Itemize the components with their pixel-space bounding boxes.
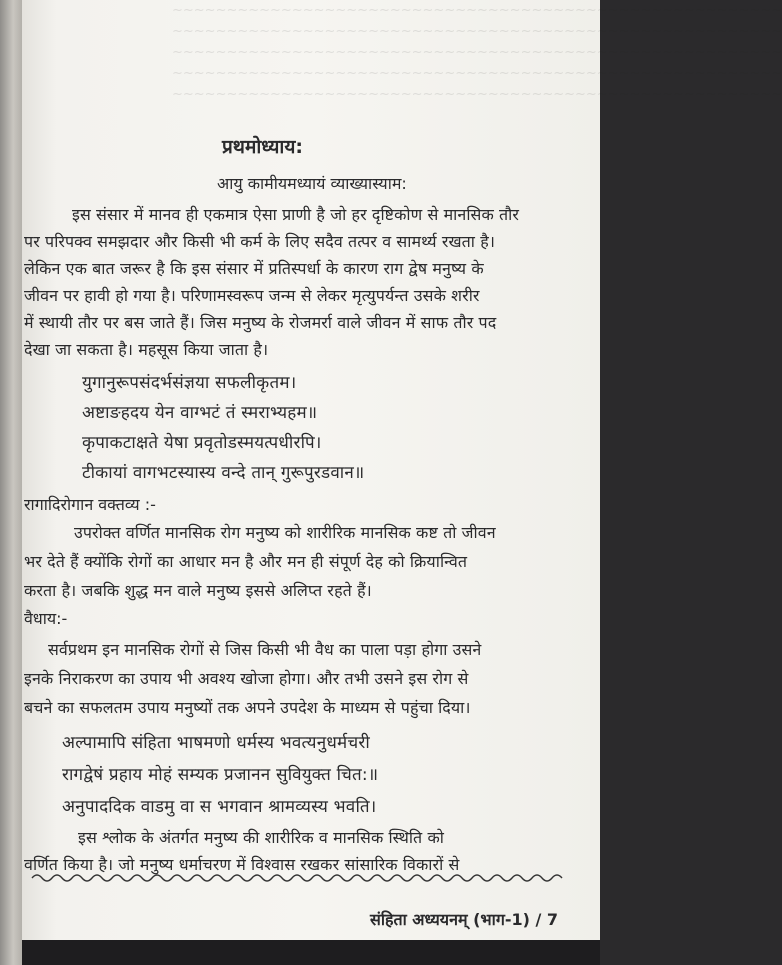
- body-line: उपरोक्त वर्णित मानसिक रोग मनुष्य को शारीरिक मानसिक कष्ट तो जीवन: [74, 523, 496, 542]
- verse-line: रागद्वेषं प्रहाय मोहं सम्यक प्रजानन सुवियुक्त चित:॥: [62, 765, 379, 785]
- verse-line: कृपाकटाक्षते येषा प्रवृतोडस्मयत्पधीरपि।: [82, 433, 322, 453]
- show-through-text: ~~~~~~~~~~~~~~~~~~~~~~~~~~~~~~~~~~~~~~~~~~~~~~~~~~~~~~~~ ~~~~~~~~~~~~~~~~~~~~~~~~~~~~~~~~~~~~~~~~~~~~~~~~~~~~~~~~ ~~~~~~~~~~~~~~~~~~~~~~~~~~~~~~~~~~~~~~~~~~~~~~~~~~~~~~~~ ~~~~~~~~~~~~~~~~~~~~~~~~~~~~~~~~~~~~~~~~~~~~~~~~~~~~~~~~ ~~~~~~~~~~~~~~~~~~~~~~~~~~~~~~~~~~~~~~~~~~~~~~~~~~~~~~~~: [172, 3, 782, 102]
- previous-page-edge: [0, 0, 22, 965]
- body-line: इनके निराकरण का उपाय भी अवश्य खोजा होगा। और तभी उसने इस रोग से: [24, 669, 469, 688]
- background-below-page: [22, 940, 600, 965]
- body-line: वर्णित किया है। जो मनुष्य धर्माचरण में विश्वास रखकर सांसारिक विकारों से: [24, 855, 460, 874]
- body-line: करता है। जबकि शुद्ध मन वाले मनुष्य इससे अलिप्त रहते हैं।: [24, 581, 372, 600]
- book-page: [22, 0, 782, 940]
- section-heading: रागादिरोगान वक्तव्य :-: [24, 495, 156, 514]
- chapter-title: प्रथमोध्याय:: [222, 136, 303, 158]
- body-line: बचने का सफलतम उपाय मनुष्यों तक अपने उपदेश के माध्यम से पहुंचा दिया।: [24, 698, 471, 717]
- intro-line: जीवन पर हावी हो गया है। परिणामस्वरूप जन्म से लेकर मृत्युपर्यन्त उसके शरीर: [24, 286, 480, 305]
- body-line: सर्वप्रथम इन मानसिक रोगों से जिस किसी भी वैध का पाला पड़ा होगा उसने: [48, 640, 482, 659]
- verse-line: टीकायां वागभटस्यास्य वन्दे तान् गुरूपुरडवान॥: [82, 463, 365, 483]
- section-heading: वैधाय:-: [24, 609, 68, 628]
- verse-line: अल्पामापि संहिता भाषमणो धर्मस्य भवत्यनुधर्मचरी: [62, 733, 370, 753]
- intro-line: इस संसार में मानव ही एकमात्र ऐसा प्राणी है जो हर दृष्टिकोण से मानसिक तौर: [72, 205, 520, 224]
- intro-line: लेकिन एक बात जरूर है कि इस संसार में प्रतिस्पर्धा के कारण राग द्वेष मनुष्य के: [24, 259, 484, 278]
- page-footer: संहिता अध्ययनम् (भाग-1) / 7: [370, 910, 559, 929]
- verse-line: अष्टाङहदय येन वाग्भटं तं स्मराभ्यहम॥: [82, 403, 318, 423]
- wavy-divider: [32, 872, 562, 884]
- intro-line: पर परिपक्व समझदार और किसी भी कर्म के लिए सदैव तत्पर व सामर्थ्य रखता है।: [24, 232, 495, 251]
- body-line: भर देते हैं क्योंकि रोगों का आधार मन है और मन ही संपूर्ण देह को क्रियान्वित: [24, 552, 468, 571]
- intro-line: देखा जा सकता है। महसूस किया जाता है।: [24, 340, 269, 359]
- verse-line: युगानुरूपसंदर्भसंज्ञया सफलीकृतम।: [82, 373, 297, 393]
- verse-line: अनुपाददिक वाडमु वा स भगवान श्रामव्यस्य भवति।: [62, 797, 377, 817]
- chapter-subtitle: आयु कामीयमध्यायं व्याख्यास्याम:: [217, 174, 407, 193]
- body-line: इस श्लोक के अंतर्गत मनुष्य की शारीरिक व मानसिक स्थिति को: [78, 828, 444, 847]
- intro-line: में स्थायी तौर पर बस जाते हैं। जिस मनुष्य के रोजमर्रा वाले जीवन में साफ तौर पद: [24, 313, 497, 332]
